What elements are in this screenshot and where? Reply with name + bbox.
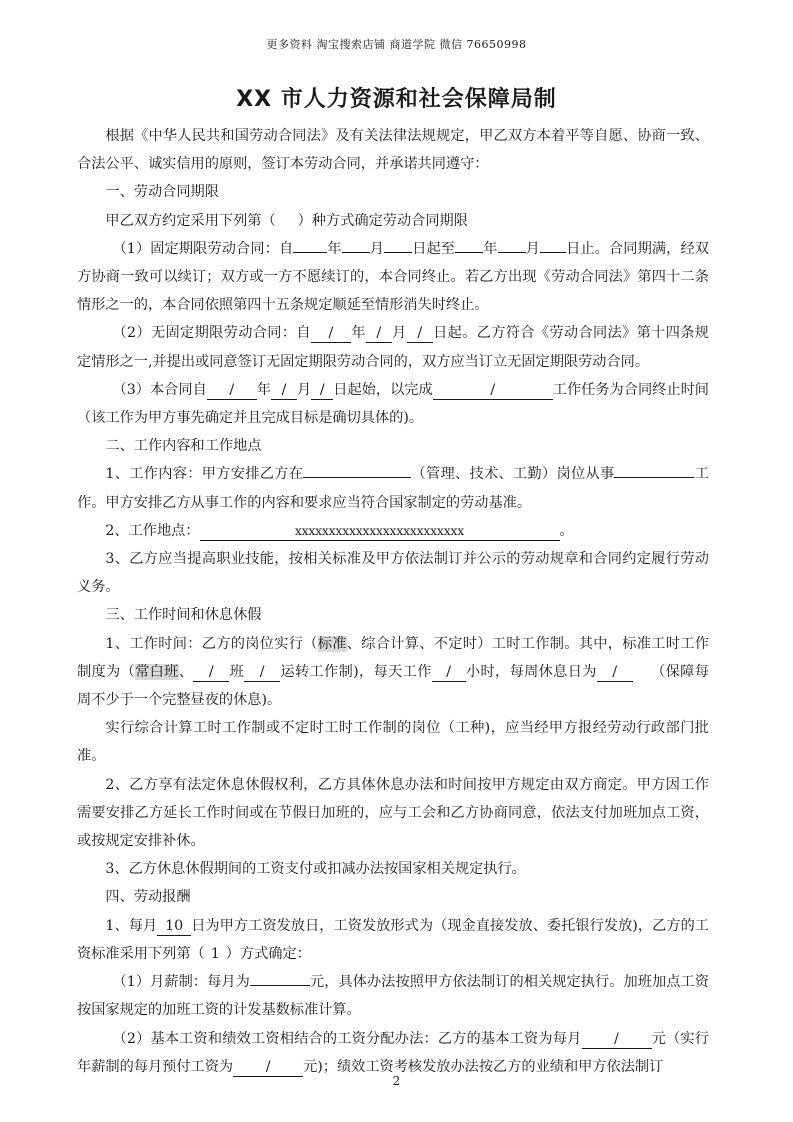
section-heading-2: 二、工作内容和工作地点 <box>105 438 262 455</box>
blank-field[interactable]: / <box>207 381 257 400</box>
blank-field[interactable]: / <box>233 1058 303 1077</box>
pay-day-clause: 1、每月 10 日为甲方工资发放日，工资发放形式为（现金直接发放、委托银行发放)，乙方的工资标准采用下列第（ 1 ）方式确定： <box>77 917 709 962</box>
blank-field[interactable]: / <box>311 381 333 400</box>
blank-field[interactable]: / <box>244 663 280 682</box>
blank-field[interactable]: / <box>271 381 297 400</box>
method-value: 1 <box>210 945 220 962</box>
highlighted-option: 标准 <box>317 635 347 652</box>
rest-clause: 2、乙方享有法定休息休假权利，乙方具体休息办法和时间按甲方规定由双方商定。甲方因工作需要安排乙方延长工作时间或在节假日加班的，应与工会和乙方协商同意，依法支付加班加点工资，或按规定安排补休。 <box>77 776 709 850</box>
blank-field[interactable] <box>614 477 694 478</box>
blank-field[interactable]: / <box>366 324 392 343</box>
working-hours-clause: 1、工作时间：乙方的岗位实行（标准、综合计算、不定时）工时工作制。其中，标准工时工作制度为（常白班、 / 班 / 运转工作制)，每天工作 / 小时，每周休息日为 / （保障每周不少于一个完整昼夜的休息)。 <box>77 635 709 709</box>
blank-field[interactable] <box>250 985 310 986</box>
base-performance-clause: （2）基本工资和绩效工资相结合的工资分配办法：乙方的基本工资为每月 / 元（实行年薪制的每月预付工资为 / 元)；绩效工资考核发放办法按乙方的业绩和甲方依法制订 <box>77 1030 709 1075</box>
page-title: XX 市人力资源和社会保障局制 <box>236 87 557 112</box>
blank-field[interactable]: / <box>433 381 553 400</box>
blank-field[interactable]: / <box>193 663 229 682</box>
fixed-term-clause: （1）固定期限劳动合同：自 年 月 日起至 年 月 日止。合同期满，经双方协商一致可以续订；双方或一方不愿续订的，本合同终止。若乙方出现《劳动合同法》第四十二条情形之一的，本合同依照第四十五条规定顺延至情形消失时终止。 <box>77 240 709 314</box>
blank-field[interactable] <box>384 252 412 253</box>
job-content-clause: 1、工作内容：甲方安排乙方在 （管理、技术、工勤）岗位从事 工作。甲方安排乙方从事工作的内容和要求应当符合国家制定的劳动基准。 <box>77 466 709 511</box>
highlighted-option: 常白班 <box>135 663 179 680</box>
blank-field[interactable] <box>498 252 526 253</box>
pay-day-value[interactable]: 10 <box>157 917 191 936</box>
task-term-clause: （3）本合同自 / 年 / 月 / 日起始，以完成 / 工作任务为合同终止时间（该工作为甲方事先确定并且完成目标是确切具体的)。 <box>77 381 709 427</box>
work-location-value[interactable]: xxxxxxxxxxxxxxxxxxxxxxxxx <box>200 522 560 541</box>
blank-field[interactable]: / <box>311 324 351 343</box>
section-heading-1: 一、劳动合同期限 <box>105 184 219 201</box>
blank-field[interactable]: / <box>432 663 466 682</box>
page-number: 2 <box>392 1074 401 1088</box>
leave-pay-clause: 3、乙方休息休假期间的工资支付或扣减办法按国家相关规定执行。 <box>105 861 526 878</box>
duty-clause: 3、乙方应当提高职业技能，按相关标准及甲方依法制订并公示的劳动规章和合同约定履行劳动义务。 <box>77 551 709 596</box>
open-term-clause: （2）无固定期限劳动合同：自 / 年 / 月 / 日起。乙方符合《劳动合同法》第十四条规定情形之一,并提出或同意签订无固定期限劳动合同的，双方应当订立无固定期限劳动合同。 <box>77 325 709 370</box>
blank-field[interactable]: / <box>582 1030 652 1049</box>
blank-field[interactable] <box>342 252 370 253</box>
section-heading-4: 四、劳动报酬 <box>105 889 191 906</box>
blank-field[interactable] <box>540 252 566 253</box>
page-header: 更多资料 淘宝搜索店铺 商道学院 微信 76650998 <box>266 38 527 51</box>
blank-field[interactable] <box>303 477 411 478</box>
section-heading-3: 三、工作时间和休息休假 <box>105 607 262 624</box>
monthly-salary-clause: （1）月薪制：每月为 元，具体办法按照甲方依法制订的相关规定执行。加班加点工资按国家规定的加班工资的计发基数标准计算。 <box>77 974 709 1019</box>
flexible-hours-clause: 实行综合计算工时工作制或不定时工时工作制的岗位（工种)，应当经甲方报经劳动行政部门批准。 <box>77 720 709 765</box>
contract-body <box>77 122 709 1081</box>
blank-field[interactable] <box>293 252 327 253</box>
intro-paragraph: 根据《中华人民共和国劳动合同法》及有关法律法规规定，甲乙双方本着平等自愿、协商一致、合法公平、诚实信用的原则，签订本劳动合同，并承诺共同遵守： <box>77 128 709 173</box>
work-location-clause: 2、工作地点： xxxxxxxxxxxxxxxxxxxxxxxxx 。 <box>105 522 574 539</box>
blank-field[interactable]: / <box>597 663 633 682</box>
blank-field[interactable]: / <box>407 324 433 343</box>
blank-field[interactable] <box>455 252 483 253</box>
term-choice-line: 甲乙双方约定采用下列第（ ）种方式确定劳动合同期限 <box>105 212 468 229</box>
